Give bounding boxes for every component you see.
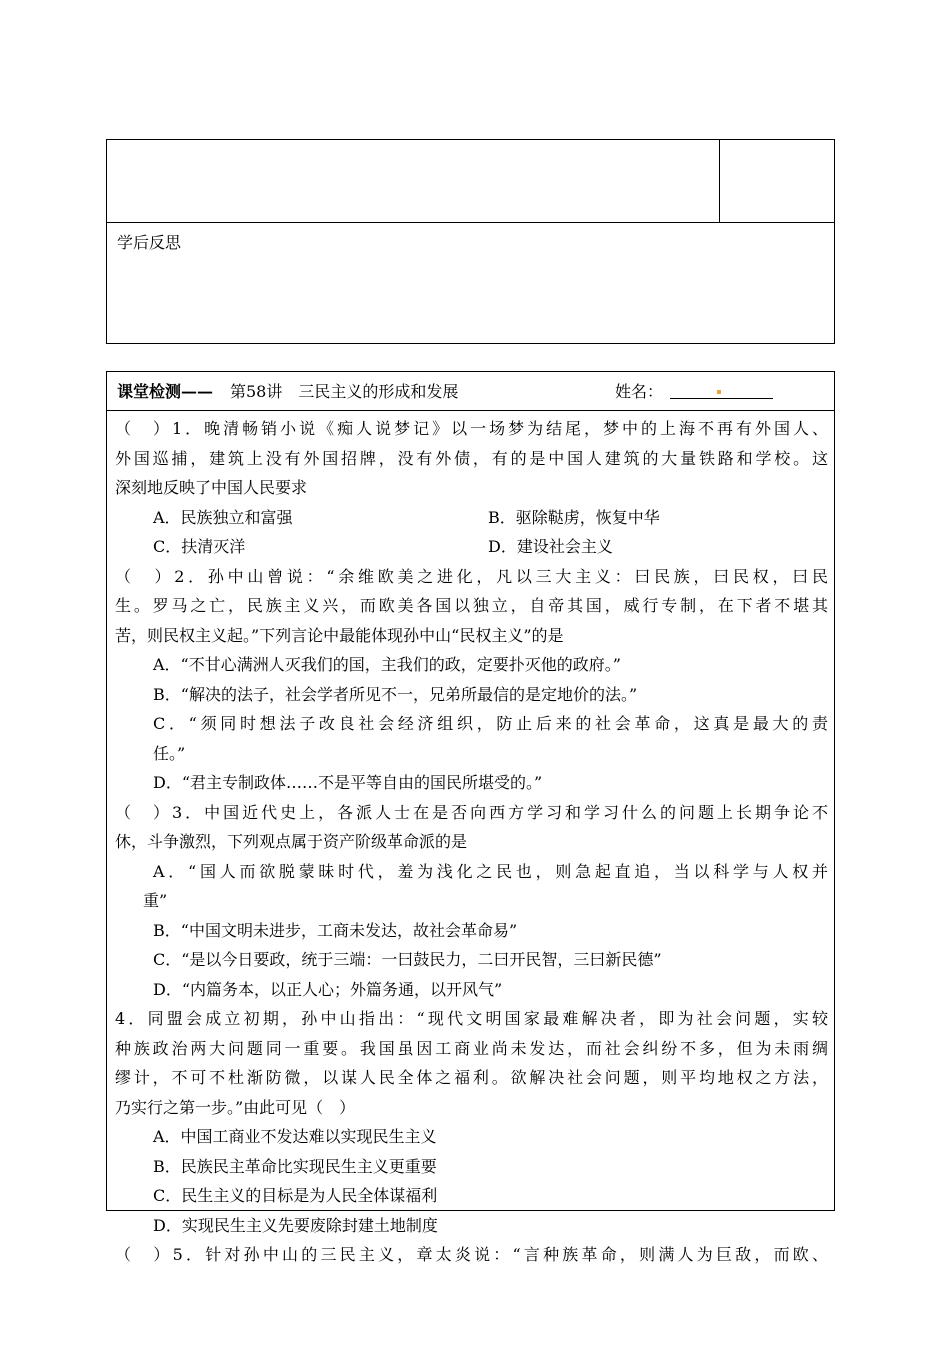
option-a[interactable]: A．中国工商业不发达难以实现民生主义 (153, 1127, 437, 1146)
option-d[interactable]: D．“君主专制政体……不是平等自由的国民所堪受的。” (153, 773, 543, 792)
question-2-line: 苦，则民权主义起。”下列言论中最能体现孙中山“民权主义”的是 (115, 625, 564, 645)
question-4-line: 乃实行之第一步。”由此可见（ ） (115, 1097, 356, 1117)
reflection-table (106, 139, 835, 344)
option-b[interactable]: B．“中国文明未进步，工商未发达，故社会革命易” (153, 920, 518, 940)
question-2-line: 生。罗马之亡，民族主义兴，而欧美各国以独立，自帝其国，威行专制，在下者不堪其 (115, 596, 828, 615)
question-4-line: 4．同盟会成立初期，孙中山指出：“现代文明国家最难解决者，即为社会问题，实较 (115, 1009, 828, 1028)
quiz-body (115, 414, 828, 1270)
lecture-title: 第58讲 三民主义的形成和发展 (230, 382, 459, 401)
quiz-header (107, 372, 834, 411)
option-a-continued: 重” (143, 891, 168, 910)
question-1-line: （ ）1．晚清畅销小说《痴人说梦记》以一场梦为结尾，梦中的上海不再有外国人、 (115, 419, 828, 438)
option-c[interactable]: C．扶清灭洋 (153, 537, 246, 556)
table-row-divider (107, 222, 834, 223)
question-1-options-row (115, 532, 828, 562)
option-b[interactable]: B．民族民主革命比实现民生主义更重要 (153, 1156, 437, 1176)
option-c-continued: 任。” (153, 743, 186, 763)
question-1-line: 深刻地反映了中国人民要求 (115, 478, 308, 497)
option-c[interactable]: C．“是以今日要政，统于三端：一曰鼓民力，二曰开民智，三曰新民德” (153, 950, 662, 969)
option-d[interactable]: D．“内篇务本，以正人心；外篇务通，以开风气” (153, 979, 503, 999)
table-cell-divider (719, 140, 720, 222)
question-1-options-row (115, 503, 828, 533)
option-b[interactable]: B．驱除鞑虏，恢复中华 (488, 507, 660, 527)
quiz-title: 课堂检测—— (117, 382, 214, 401)
question-3-line: （ ）3．中国近代史上，各派人士在是否向西方学习和学习什么的问题上长期争论不 (115, 802, 828, 822)
question-1-line: 外国巡捕，建筑上没有外国招牌，没有外债，有的是中国人建筑的大量铁路和学校。这 (115, 448, 828, 468)
question-4-line: 种族政治两大问题同一重要。我国虽因工商业尚未发达，而社会纠纷不多，但为未雨绸 (115, 1038, 828, 1058)
option-a[interactable]: A．“国人而欲脱蒙昧时代，羞为浅化之民也，则急起直追，当以科学与人权并 (153, 861, 828, 881)
question-4-line: 缪计，不可不杜渐防微，以谋人民全体之福利。欲解决社会问题，则平均地权之方法， (115, 1068, 828, 1087)
option-c[interactable]: C．“须同时想法子改良社会经济组织，防止后来的社会革命，这真是最大的责 (153, 714, 828, 733)
option-d[interactable]: D．建设社会主义 (488, 537, 613, 556)
name-field[interactable] (670, 398, 773, 399)
option-a[interactable]: A．“不甘心满洲人灭我们的国，主我们的政，定要扑灭他的政府。” (153, 655, 621, 674)
question-2-line: （ ）2．孙中山曾说：“余维欧美之进化，凡以三大主义：曰民族，曰民权，曰民 (115, 566, 828, 586)
quiz-table (106, 371, 835, 1264)
option-a[interactable]: A．民族独立和富强 (153, 507, 293, 527)
marker-dot (717, 390, 721, 394)
reflection-label: 学后反思 (117, 233, 182, 252)
option-d[interactable]: D．实现民生主义先要废除封建土地制度 (153, 1215, 438, 1235)
option-c[interactable]: C．民生主义的目标是为人民全体谋福利 (153, 1186, 438, 1205)
question-3-line: 休，斗争激烈，下列观点属于资产阶级革命派的是 (115, 832, 468, 851)
question-5-line: （ ）5．针对孙中山的三民主义，章太炎说：“言种族革命，则满人为巨敌，而欧、 (115, 1245, 828, 1264)
name-label: 姓名： (615, 382, 664, 401)
option-b[interactable]: B．“解决的法子，社会学者所见不一，兄弟所最信的是定地价的法。” (153, 684, 638, 704)
